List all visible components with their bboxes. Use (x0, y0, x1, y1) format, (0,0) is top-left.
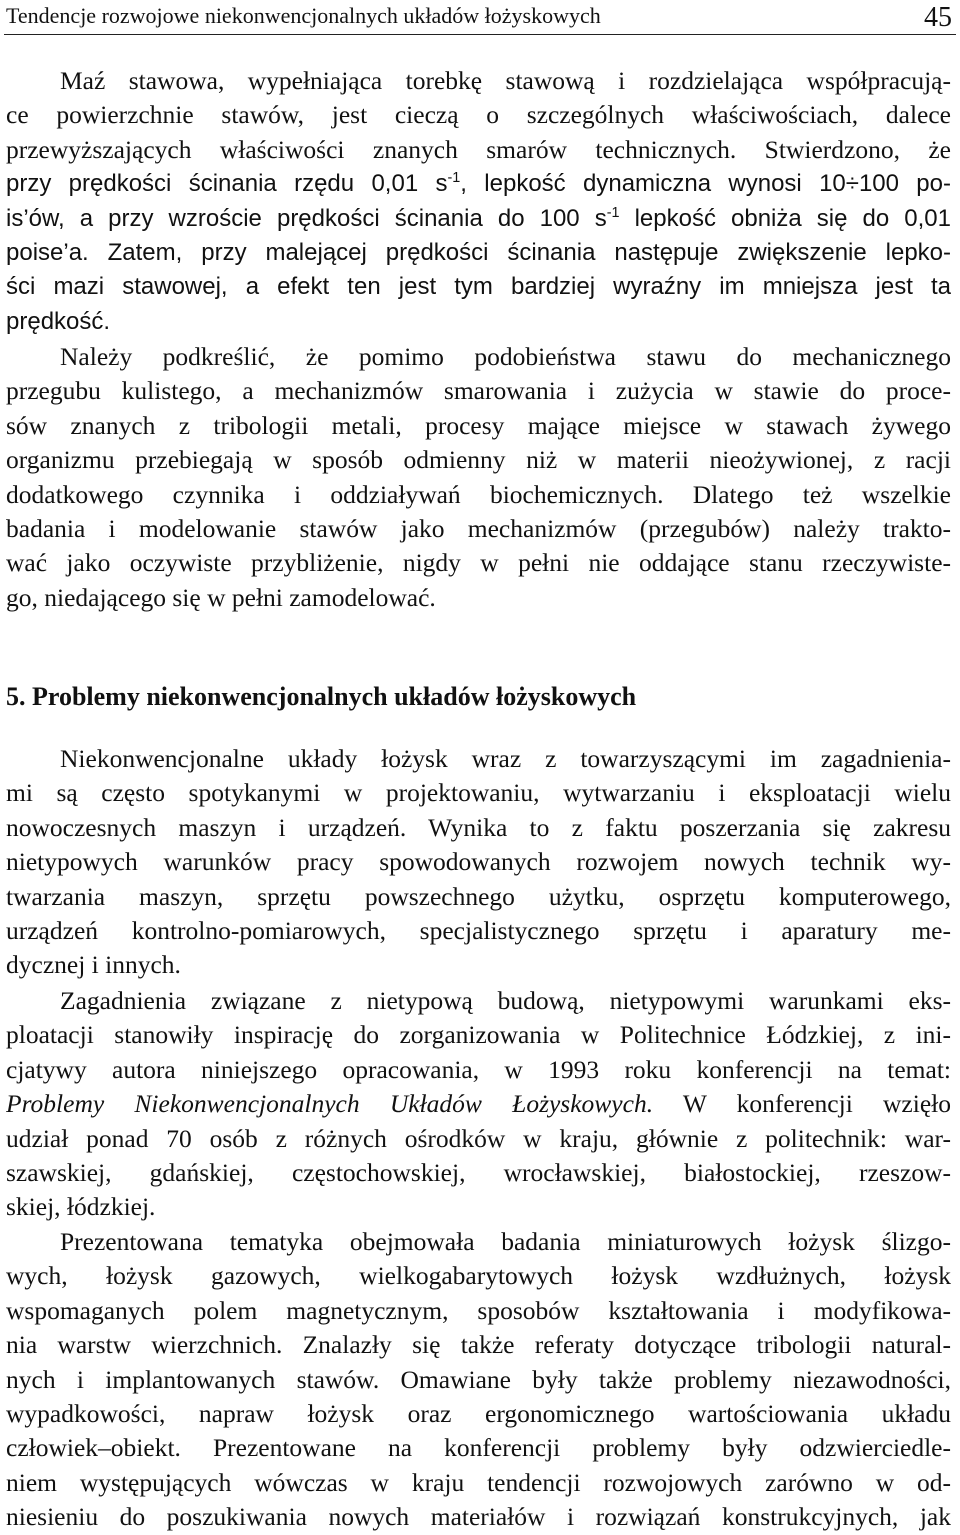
page-header (0, 0, 960, 36)
text-line: przegubu kulistego, a mechanizmów smarowania i zużycia w stawie do proce- (6, 376, 951, 406)
text-line: sów znanych z tribologii metali, procesy mające miejsce w stawach żywego (6, 410, 951, 440)
paragraph-topics (6, 1225, 951, 1535)
section-heading: 5. Problemy niekonwencjonalnych układów łożyskowych (6, 682, 637, 711)
text-line: przy prędkości ścinania rzędu 0,01 $s^{-1}$, lepkość dynamiczna wynosi 10÷100 po- (6, 170, 951, 198)
text-line: nietypowych warunków pracy spowodowanych rozwojem nowych technik wy- (6, 847, 951, 877)
text-line: przewyższających właściwości znanych smarów technicznych. Stwierdzono, że (6, 134, 951, 164)
text-line: prędkość. (6, 307, 111, 335)
text-line: urządzeń kontrolno-pomiarowych, specjalistycznego sprzętu i aparatury me- (6, 915, 951, 945)
text-line: wspomaganych polem magnetycznym, sposobów kształtowania i modyfikowa- (6, 1295, 951, 1325)
text-line: nych i implantowanych stawów. Omawiane były także problemy niezawodności, (6, 1364, 951, 1394)
paragraph-unconventional-bearings (6, 742, 951, 983)
text-line: udział ponad 70 osób z różnych ośrodków w kraju, głównie z politechnik: war- (6, 1123, 951, 1153)
text-line: skiej, łódzkiej. (6, 1192, 156, 1222)
superscript: -1 (606, 204, 620, 221)
text-line: mi są często spotykanymi w projektowaniu, wytwarzaniu i eksploatacji wielu (6, 778, 951, 808)
text-line: nowoczesnych maszyn i urządzeń. Wynika to z faktu poszerzania się zakresu (6, 812, 951, 842)
text-line: nia warstw wierzchnich. Znalazły się także referaty dotyczące tribologii natural- (6, 1330, 951, 1360)
text-line: Maź stawowa, wypełniająca torebkę stawową i rozdzielająca współpracują- (60, 66, 951, 95)
header-rule (4, 34, 956, 35)
text-line: dodatkowego czynnika i oddziaływań biochemicznych. Dlatego też wszelkie (6, 479, 951, 509)
text-line: ści mazi stawowej, a efekt ten jest tym bardziej wyraźny im mniejsza jest ta (6, 273, 951, 301)
text-line: niesieniu do poszukiwania nowych materiałów i rozwiązań konstrukcyjnych, jak (6, 1502, 951, 1532)
text-line: wać jako oczywiste przybliżenie, nigdy w pełni nie oddające stanu rzeczywiste- (6, 548, 951, 578)
text-line: szawskiej, gdańskiej, częstochowskiej, wrocławskiej, białostockiej, rzeszow- (6, 1157, 951, 1187)
text-line: dycznej i innych. (6, 950, 181, 980)
text-line: ploatacji stanowiły inspirację do zorganizowania w Politechnice Łódzkiej, z ini- (6, 1020, 951, 1050)
text-line: wypadkowości, napraw łożysk oraz ergonomicznego wartościowania układu (6, 1398, 951, 1428)
text-line: badania i modelowanie stawów jako mechanizmów (przegubów) należy trakto- (6, 513, 951, 543)
paragraph-joint-mechanics (6, 340, 951, 615)
paragraph-conference (6, 984, 951, 1225)
text-line: organizmu przebiegają w sposób odmienny niż w materii nieożywionej, z racji (6, 445, 951, 475)
superscript: -1 (447, 170, 461, 187)
text-line: is’ów, a przy wzroście prędkości ścinania do 100 $s^{-1}$ lepkość obniża się do 0,01 (6, 204, 951, 232)
text-line: człowiek–obiekt. Prezentowane na konferencji problemy były odzwierciedle- (6, 1433, 951, 1463)
text-line: niem występujących wówczas w kraju tendencji rozwojowych zarówno w od- (6, 1467, 951, 1497)
paragraph-synovial-fluid (6, 64, 951, 339)
text-line: poise’a. Zatem, przy malejącej prędkości ścinania następuje zwiększenie lepko- (6, 238, 951, 266)
text-line: ce powierzchnie stawów, jest cieczą o szczególnych właściwościach, dalece (6, 100, 951, 130)
conference-title: Problemy Niekonwencjonalnych Układów Łożyskowych. (6, 1089, 654, 1119)
text-line: twarzania maszyn, sprzętu powszechnego użytku, osprzętu komputerowego, (6, 881, 951, 911)
running-title: Tendencje rozwojowe niekonwencjonalnych układów łożyskowych (6, 3, 601, 28)
text-line: cjatywy autora niniejszego opracowania, w 1993 roku konferencji na temat: (6, 1054, 951, 1084)
text-line: Niekonwencjonalne układy łożysk wraz z towarzyszącymi im zagadnienia- (60, 744, 951, 773)
text-line: Należy podkreślić, że pomimo podobieństwa stawu do mechanicznego (60, 342, 951, 371)
text-line: Zagadnienia związane z nietypową budową, nietypowymi warunkami eks- (60, 986, 951, 1015)
text-line: wych, łożysk gazowych, wielkogabarytowych łożysk wzdłużnych, łożysk (6, 1261, 951, 1291)
text-line: go, niedającego się w pełni zamodelować. (6, 582, 436, 612)
text-line: Prezentowana tematyka obejmowała badania miniaturowych łożysk ślizgo- (60, 1227, 951, 1256)
text-line: Problemy Niekonwencjonalnych Układów Łożyskowych. W konferencji wzięło (6, 1089, 951, 1119)
page-number: 45 (924, 2, 952, 33)
